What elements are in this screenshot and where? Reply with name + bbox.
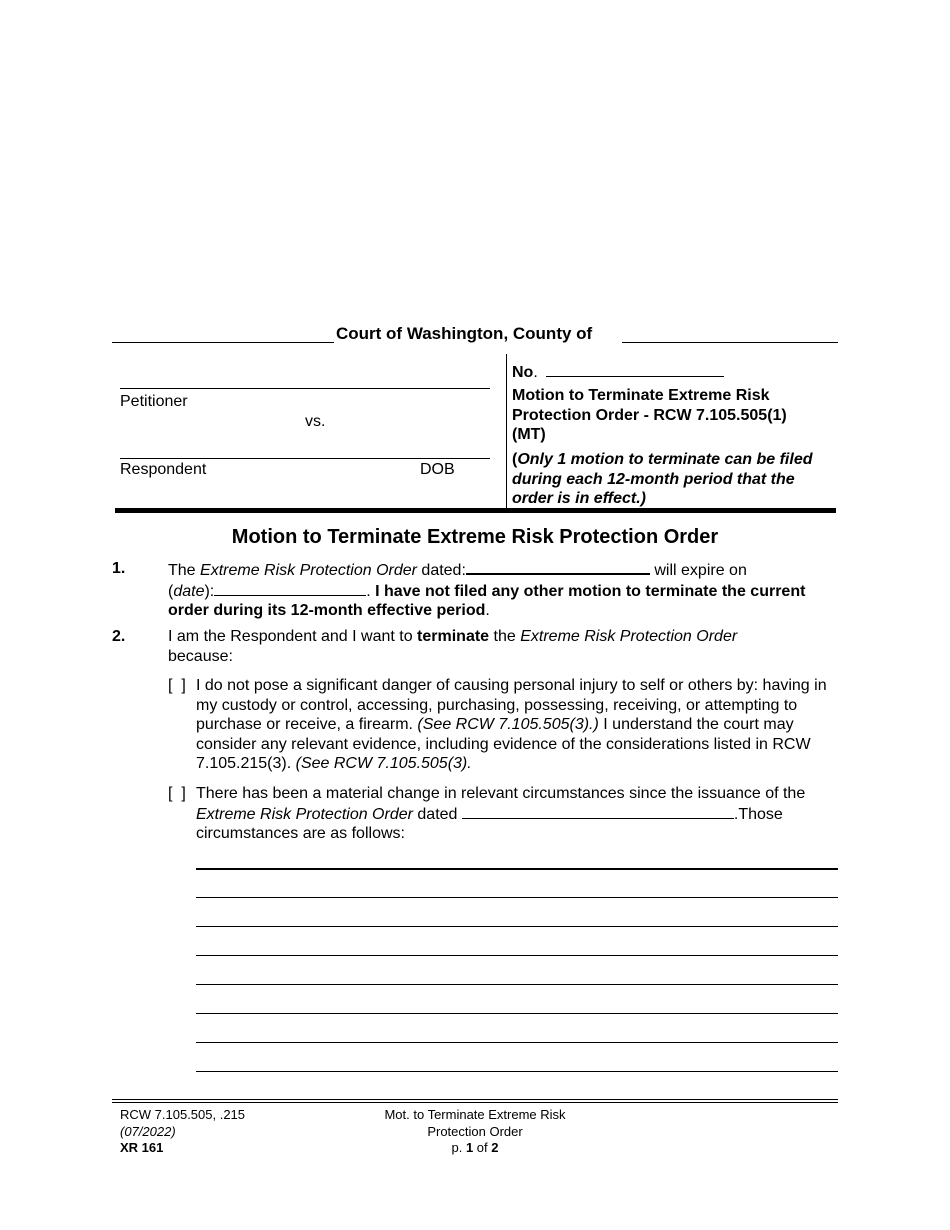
writing-line[interactable] xyxy=(196,1071,838,1072)
writing-line[interactable] xyxy=(196,1013,838,1014)
writing-line[interactable] xyxy=(196,926,838,927)
caption-divider xyxy=(506,354,507,512)
option-1-text: I do not pose a significant danger of causing personal injury to self or others by: having in my custody or control, accessing, purchasing, possessing, receiving, or attempting to purchase or receive, a firearm. (See RCW 7.105.505(3).) I understand the court may consider any relevant evidence, including evidence of the considerations listed in RCW 7.105.215(3). (See RCW 7.105.505(3). xyxy=(196,677,827,772)
section-2-body: I am the Respondent and I want to terminate the Extreme Risk Protection Order because: xyxy=(168,628,738,665)
dob-label: DOB xyxy=(420,461,455,478)
footer-left xyxy=(120,1107,245,1157)
filing-limit-note xyxy=(512,450,837,509)
footer-statute: RCW 7.105.505, .215 xyxy=(120,1107,246,1122)
option-2-checkbox[interactable]: [ ] xyxy=(168,785,186,802)
writing-line[interactable] xyxy=(196,868,838,870)
court-title: Court of Washington, County of xyxy=(336,324,593,343)
writing-line[interactable] xyxy=(196,984,838,985)
county-name-blank[interactable] xyxy=(622,342,838,343)
respondent-name-blank[interactable] xyxy=(120,458,490,459)
writing-line[interactable] xyxy=(196,897,838,898)
case-number xyxy=(512,362,724,383)
petitioner-name-blank[interactable] xyxy=(120,388,490,389)
main-title: Motion to Terminate Extreme Risk Protection Order xyxy=(231,526,719,548)
footer-revision: (07/2022) xyxy=(120,1123,176,1139)
note-open-paren: ( xyxy=(512,451,518,468)
section-1-body: The Extreme Risk Protection Order dated: will expire on (date): . I have not filed any other motion to terminate the current order during its 12-month effective period. xyxy=(168,559,843,621)
footer-title-line1: Mot. to Terminate Extreme Risk xyxy=(384,1107,566,1122)
footer-center xyxy=(350,1107,600,1157)
option-2-text: There has been a material change in relevant circumstances since the issuance of the Extreme Risk Protection Order dated .Those circumstances are as follows: xyxy=(196,785,806,842)
caption-bottom-rule xyxy=(115,508,836,513)
section-1-number: 1. xyxy=(112,560,126,577)
note-text: Only 1 motion to terminate can be filed during each 12-month period that the order is in effect.) xyxy=(512,451,813,507)
option-1-checkbox[interactable]: [ ] xyxy=(168,677,186,694)
case-no-period: . xyxy=(533,364,538,381)
form-title: Motion to Terminate Extreme Risk Protection Order - RCW 7.105.505(1) (MT) xyxy=(512,387,787,443)
writing-line[interactable] xyxy=(196,1042,838,1043)
section-2-number: 2. xyxy=(112,628,126,645)
footer-title-line2: Protection Order xyxy=(427,1123,523,1139)
respondent-label: Respondent xyxy=(120,461,207,478)
order-date-blank[interactable] xyxy=(466,559,650,575)
footer-page-number: p. 1 of 2 xyxy=(451,1140,499,1155)
footer-form-code: XR 161 xyxy=(120,1140,164,1155)
court-name-blank[interactable] xyxy=(112,342,334,343)
issuance-date-blank[interactable] xyxy=(462,804,734,819)
vs-label: vs. xyxy=(305,413,326,430)
case-no-label: No xyxy=(512,364,534,381)
expiration-date-blank[interactable] xyxy=(214,581,366,596)
writing-line[interactable] xyxy=(196,955,838,956)
petitioner-label: Petitioner xyxy=(120,393,188,410)
case-number-blank[interactable] xyxy=(546,362,724,377)
footer-rule xyxy=(112,1099,838,1103)
